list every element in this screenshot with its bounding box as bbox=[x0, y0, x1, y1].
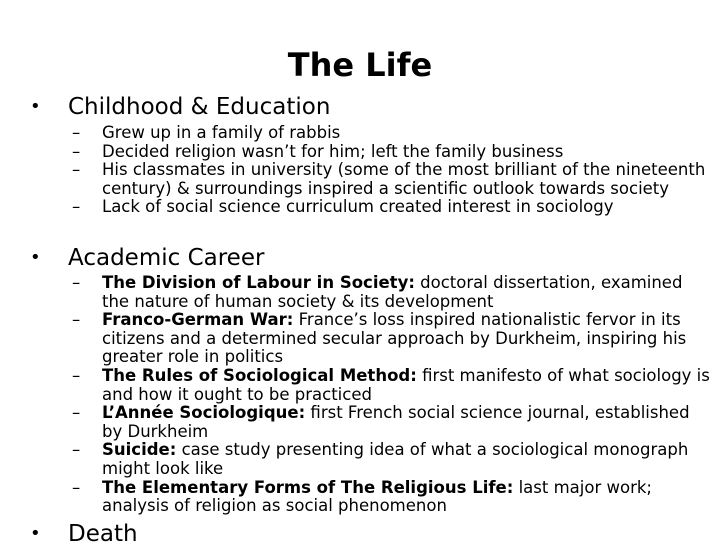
list-item bbox=[72, 198, 712, 217]
item-bold: The Elementary Forms of The Religious Life: bbox=[102, 477, 514, 497]
item-text bbox=[102, 274, 712, 311]
bullet: • bbox=[30, 247, 41, 268]
section-heading-academic bbox=[30, 245, 264, 271]
item-text: Lack of social science curriculum created interest in sociology bbox=[102, 197, 614, 217]
item-text bbox=[102, 441, 712, 478]
childhood-list bbox=[72, 124, 712, 217]
section-heading-text: Death bbox=[68, 521, 138, 547]
item-rest: first manifesto of what sociology is and how it ought to be practiced bbox=[102, 365, 710, 404]
dash: – bbox=[72, 440, 81, 460]
item-rest: case study presenting idea of what a sociological monograph might look like bbox=[102, 440, 689, 478]
list-item bbox=[72, 124, 712, 143]
list-item bbox=[72, 367, 712, 404]
dash: – bbox=[72, 123, 81, 142]
list-item bbox=[72, 274, 712, 311]
item-bold: Suicide: bbox=[102, 440, 177, 460]
list-item bbox=[72, 441, 712, 478]
item-text: Grew up in a family of rabbis bbox=[102, 123, 341, 142]
dash: – bbox=[72, 310, 81, 330]
item-rest: France’s loss inspired nationalistic fervor in its citizens and a determined secular approach by Durkheim, inspiring his greater role in politics bbox=[102, 310, 687, 367]
item-rest: last major work; analysis of religion as social phenomenon bbox=[102, 477, 652, 516]
item-text bbox=[102, 479, 712, 516]
item-bold: L’Année Sociologique: bbox=[102, 403, 306, 423]
list-item bbox=[72, 161, 712, 198]
item-text bbox=[102, 404, 712, 441]
item-text: Decided religion wasn’t for him; left the family business bbox=[102, 141, 564, 161]
dash: – bbox=[72, 477, 81, 497]
section-heading-text: Childhood & Education bbox=[68, 94, 331, 120]
academic-list bbox=[72, 274, 712, 516]
list-item bbox=[72, 311, 712, 367]
dash: – bbox=[72, 273, 81, 292]
dash: – bbox=[72, 197, 81, 217]
dash: – bbox=[72, 141, 81, 161]
section-heading-childhood bbox=[30, 94, 330, 120]
item-bold: The Division of Labour in Society: bbox=[102, 273, 415, 292]
item-bold: Franco-German War: bbox=[102, 310, 294, 330]
dash: – bbox=[72, 365, 81, 385]
dash: – bbox=[72, 403, 81, 423]
section-heading-text: Academic Career bbox=[68, 245, 265, 271]
item-rest: doctoral dissertation, examined the nature of human society & its development bbox=[102, 273, 683, 311]
list-item bbox=[72, 143, 712, 162]
item-text bbox=[102, 311, 712, 367]
list-item bbox=[72, 479, 712, 516]
section-heading-death bbox=[30, 521, 138, 547]
item-bold: The Rules of Sociological Method: bbox=[102, 365, 417, 385]
item-rest: first French social science journal, established by Durkheim bbox=[102, 403, 690, 441]
bullet: • bbox=[30, 523, 41, 544]
item-text: His classmates in university (some of the most brilliant of the nineteenth century) & surroundings inspired a scientific outlook towards society bbox=[102, 160, 706, 198]
item-text bbox=[102, 367, 712, 404]
dash: – bbox=[72, 160, 81, 180]
bullet: • bbox=[30, 96, 41, 117]
slide-title: The Life bbox=[287, 46, 433, 84]
list-item bbox=[72, 404, 712, 441]
